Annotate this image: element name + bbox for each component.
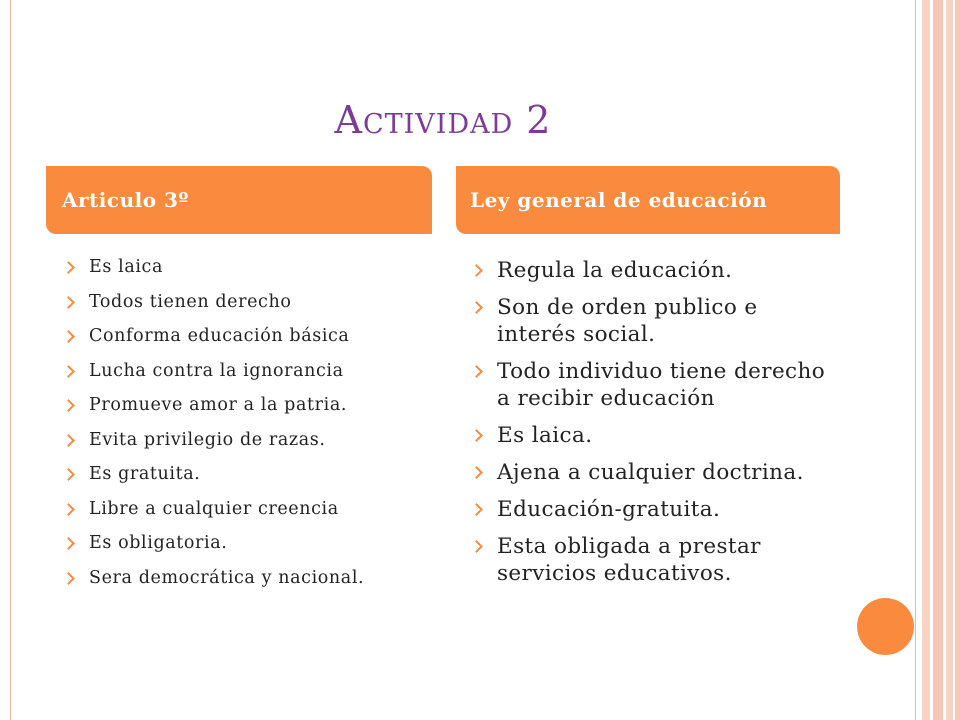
list-item: Lucha contra la ignorancia <box>89 360 419 382</box>
bullet-list-articulo <box>89 256 419 601</box>
decorative-stripes <box>922 0 960 720</box>
list-item: Ajena a cualquier doctrina. <box>497 459 842 486</box>
list-item: Es gratuita. <box>89 463 419 485</box>
list-item: Conforma educación básica <box>89 325 419 347</box>
column-header-ley: Ley general de educación <box>456 166 840 234</box>
slide-title: Actividad 2 <box>334 98 552 142</box>
list-item: Regula la educación. <box>497 257 842 284</box>
list-item: Libre a cualquier creencia <box>89 498 419 520</box>
list-item: Son de orden publico e interés social. <box>497 294 842 348</box>
list-item: Es laica. <box>497 422 842 449</box>
list-item: Todo individuo tiene derecho a recibir educación <box>497 358 842 412</box>
decorative-circle <box>857 598 914 655</box>
list-item: Es laica <box>89 256 419 278</box>
column-header-articulo: Articulo 3º <box>46 166 432 234</box>
list-item: Evita privilegio de razas. <box>89 429 419 451</box>
list-item: Es obligatoria. <box>89 532 419 554</box>
list-item: Promueve amor a la patria. <box>89 394 419 416</box>
bullet-list-ley <box>497 257 842 597</box>
list-item: Esta obligada a prestar servicios educativos. <box>497 533 842 587</box>
list-item: Educación-gratuita. <box>497 496 842 523</box>
list-item: Todos tienen derecho <box>89 291 419 313</box>
list-item: Sera democrática y nacional. <box>89 567 419 589</box>
